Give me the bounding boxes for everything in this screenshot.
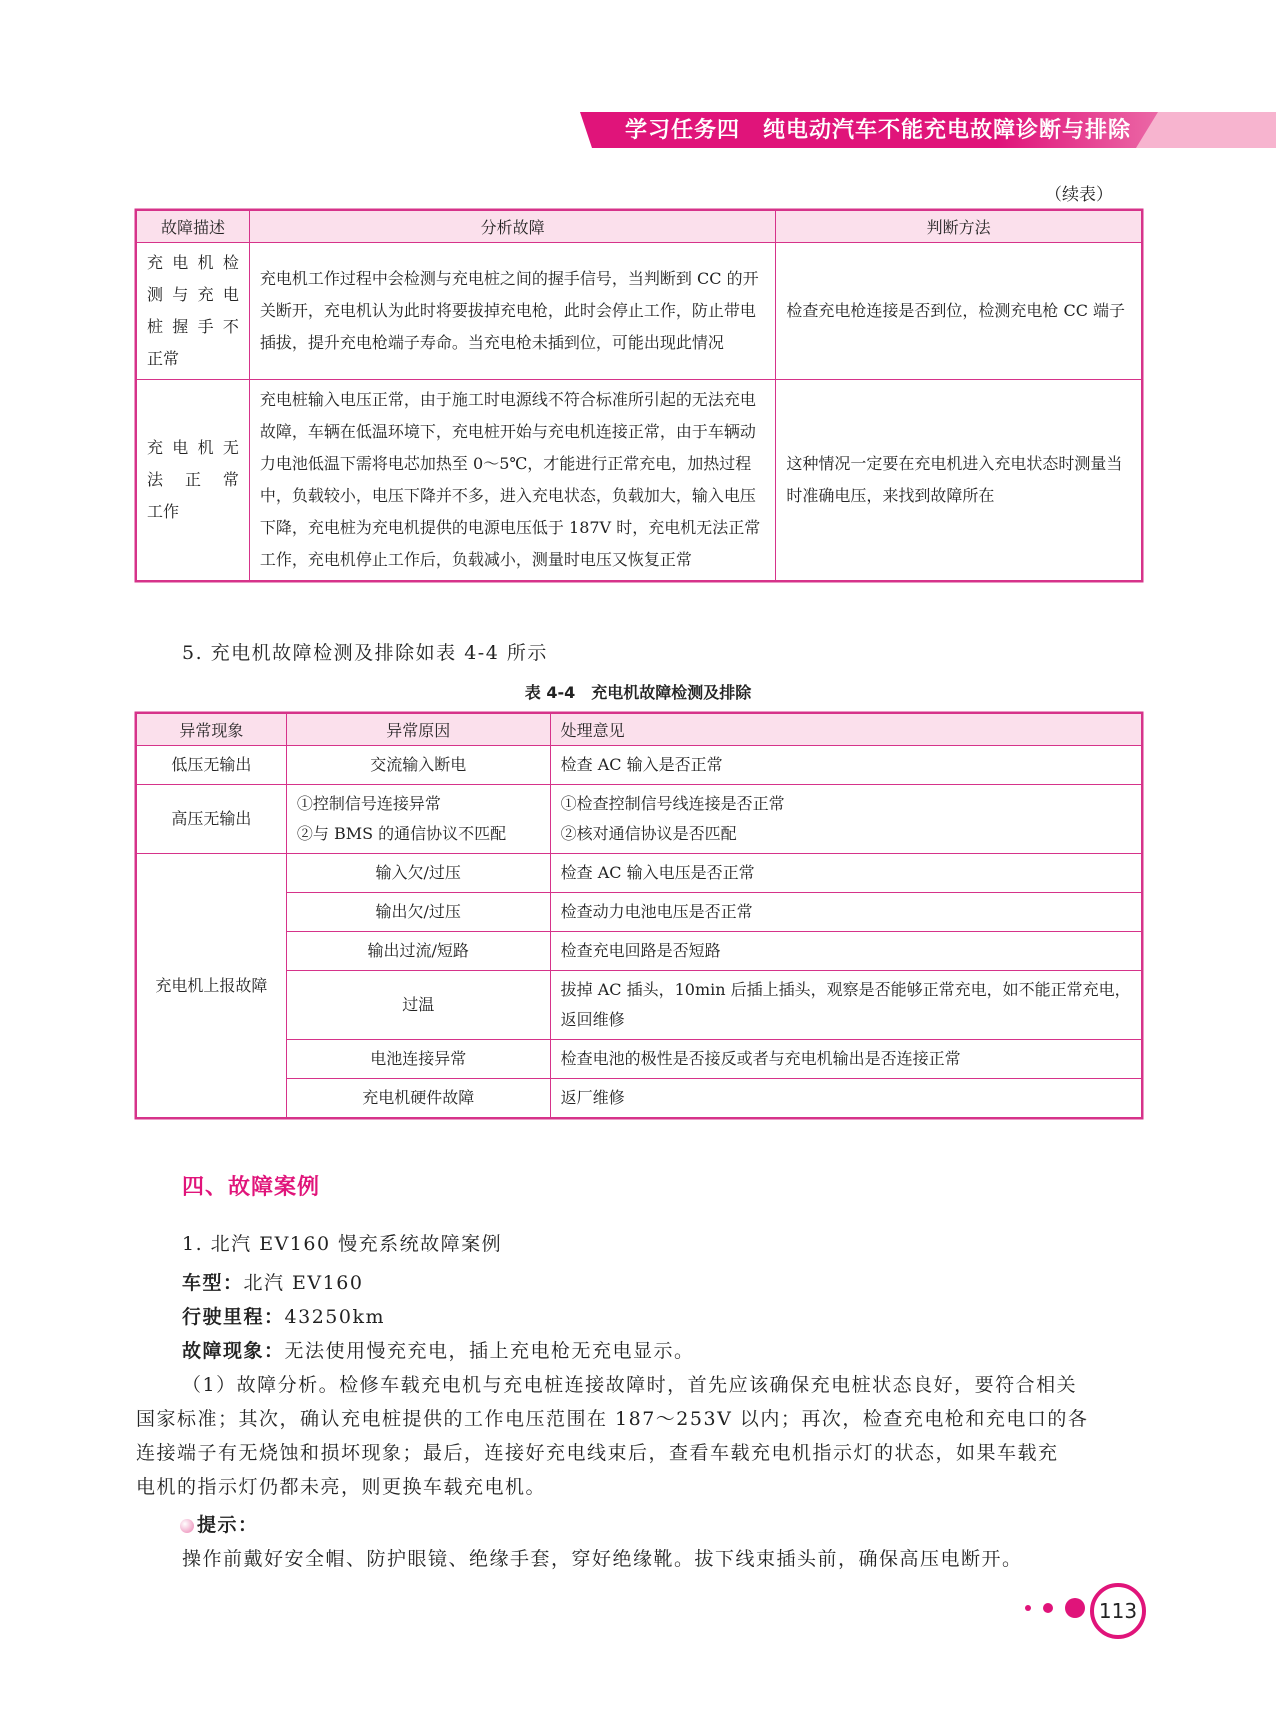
action-cell: 检查 AC 输入电压是否正常 bbox=[550, 854, 1141, 893]
header-fault-description: 故障描述 bbox=[137, 211, 250, 243]
analysis-line: （1）故障分析。检修车载充电机与充电桩连接故障时，首先应该确保充电桩状态良好，要符合相关 bbox=[182, 1374, 1078, 1396]
table-row bbox=[137, 785, 1142, 854]
table-row bbox=[137, 746, 1142, 785]
model-value: 北汽 EV160 bbox=[243, 1272, 364, 1294]
symptom-label: 故障现象： bbox=[182, 1340, 285, 1362]
header-method: 判断方法 bbox=[776, 211, 1142, 243]
header-cause: 异常原因 bbox=[286, 714, 550, 746]
action-line: ①检查控制信号线连接是否正常 bbox=[560, 794, 785, 813]
phenomenon-cell: 低压无输出 bbox=[137, 746, 287, 785]
cause-line: ②与 BMS 的通信协议不匹配 bbox=[296, 824, 507, 843]
table-row bbox=[137, 932, 1142, 971]
symptom-value: 无法使用慢充充电，插上充电枪无充电显示。 bbox=[284, 1340, 695, 1362]
analysis-line: 电机的指示灯仍都未亮，则更换车载充电机。 bbox=[136, 1476, 547, 1498]
table-row bbox=[137, 893, 1142, 932]
analysis-cell: 充电机工作过程中会检测与充电桩之间的握手信号，当判断到 CC 的开关断开，充电机认为此时将要拔掉充电枪，此时会停止工作，防止带电插拔，提升充电枪端子寿命。当充电枪未插到位，可能出现此情况 bbox=[249, 243, 775, 380]
cause-line: ①控制信号连接异常 bbox=[296, 794, 441, 813]
action-cell bbox=[550, 785, 1141, 854]
chapter-title: 学习任务四 纯电动汽车不能充电故障诊断与排除 bbox=[625, 118, 1132, 143]
desc-line: 充 电 机 检 bbox=[147, 253, 239, 272]
table-caption: 表 4-4 充电机故障检测及排除 bbox=[524, 683, 752, 702]
cause-cell: 充电机硬件故障 bbox=[286, 1079, 550, 1118]
fault-analysis-table bbox=[136, 210, 1142, 581]
symptom-line bbox=[182, 1334, 695, 1368]
desc-line: 桩 握 手 不 bbox=[147, 317, 239, 336]
desc-line: 充 电 机 无 bbox=[147, 438, 239, 457]
desc-line: 测 与 充 电 bbox=[147, 285, 239, 304]
header-phenomenon: 异常现象 bbox=[137, 714, 287, 746]
cause-cell bbox=[286, 785, 550, 854]
cause-cell: 输入欠/过压 bbox=[286, 854, 550, 893]
method-cell: 这种情况一定要在充电机进入充电状态时测量当时准确电压，来找到故障所在 bbox=[776, 380, 1142, 581]
analysis-cell: 充电桩输入电压正常，由于施工时电源线不符合标准所引起的无法充电故障，车辆在低温环境下，充电桩开始与充电机连接正常，由于车辆动力电池低温下需将电芯加热至 0～5℃，才能进行正常充电，加热过程中，负载较小，电压下降并不多，进入充电状态，负载加大，输入电压下降，充电桩为充电机提供的电源电压低于 187V 时，充电机无法正常工作，充电机停止工作后，负载减小，测量时电压又恢复正常 bbox=[249, 380, 775, 581]
header-analysis: 分析故障 bbox=[249, 211, 775, 243]
table-row bbox=[137, 971, 1142, 1040]
cause-cell: 交流输入断电 bbox=[286, 746, 550, 785]
method-cell: 检查充电枪连接是否到位，检测充电枪 CC 端子 bbox=[776, 243, 1142, 380]
item-5-intro: 5. 充电机故障检测及排除如表 4-4 所示 bbox=[182, 642, 548, 664]
phenomenon-cell: 高压无输出 bbox=[137, 785, 287, 854]
fault-description-cell bbox=[137, 243, 250, 380]
desc-line: 工作 bbox=[147, 502, 180, 521]
action-cell: 检查动力电池电压是否正常 bbox=[550, 893, 1141, 932]
tip-label: 提示： bbox=[197, 1514, 259, 1536]
phenomenon-cell: 充电机上报故障 bbox=[137, 854, 287, 1118]
table-row bbox=[137, 854, 1142, 893]
table-row bbox=[137, 1040, 1142, 1079]
desc-line: 正常 bbox=[147, 349, 180, 368]
desc-line: 法 正 常 bbox=[147, 470, 239, 489]
page-number: 113 bbox=[1090, 1583, 1146, 1639]
tip-text: 操作前戴好安全帽、防护眼镜、绝缘手套，穿好绝缘靴。拔下线束插头前，确保高压电断开。 bbox=[182, 1548, 1023, 1570]
cause-cell: 电池连接异常 bbox=[286, 1040, 550, 1079]
mileage-value: 43250km bbox=[284, 1306, 385, 1328]
model-label: 车型： bbox=[182, 1272, 244, 1294]
header-action: 处理意见 bbox=[550, 714, 1141, 746]
action-cell: 检查充电回路是否短路 bbox=[550, 932, 1141, 971]
table-row bbox=[137, 243, 1142, 380]
table-header-row bbox=[137, 211, 1142, 243]
table-row bbox=[137, 380, 1142, 581]
action-cell: 检查 AC 输入是否正常 bbox=[550, 746, 1141, 785]
charger-fault-table bbox=[136, 713, 1142, 1118]
fault-description-cell bbox=[137, 380, 250, 581]
table-row bbox=[137, 1079, 1142, 1118]
section-title: 四、故障案例 bbox=[182, 1175, 321, 1200]
cause-cell: 输出欠/过压 bbox=[286, 893, 550, 932]
action-line: ②核对通信协议是否匹配 bbox=[560, 824, 737, 843]
case-title: 1. 北汽 EV160 慢充系统故障案例 bbox=[182, 1233, 503, 1255]
action-cell: 拔掉 AC 插头，10min 后插上插头，观察是否能够正常充电，如不能正常充电，返回维修 bbox=[550, 971, 1141, 1040]
cause-cell: 输出过流/短路 bbox=[286, 932, 550, 971]
action-cell: 检查电池的极性是否接反或者与充电机输出是否连接正常 bbox=[550, 1040, 1141, 1079]
tip-icon bbox=[180, 1519, 194, 1533]
cause-cell: 过温 bbox=[286, 971, 550, 1040]
mileage-line bbox=[182, 1300, 385, 1334]
analysis-line: 国家标准；其次，确认充电桩提供的工作电压范围在 187～253V 以内；再次，检查充电枪和充电口的各 bbox=[136, 1408, 1089, 1430]
mileage-label: 行驶里程： bbox=[182, 1306, 285, 1328]
model-line bbox=[182, 1266, 363, 1300]
analysis-line: 连接端子有无烧蚀和损坏现象；最后，连接好充电线束后，查看车载充电机指示灯的状态，如果车载充 bbox=[136, 1442, 1059, 1464]
continued-label: （续表） bbox=[1045, 185, 1113, 205]
header-accent bbox=[1136, 112, 1276, 148]
action-cell: 返厂维修 bbox=[550, 1079, 1141, 1118]
table-header-row bbox=[137, 714, 1142, 746]
